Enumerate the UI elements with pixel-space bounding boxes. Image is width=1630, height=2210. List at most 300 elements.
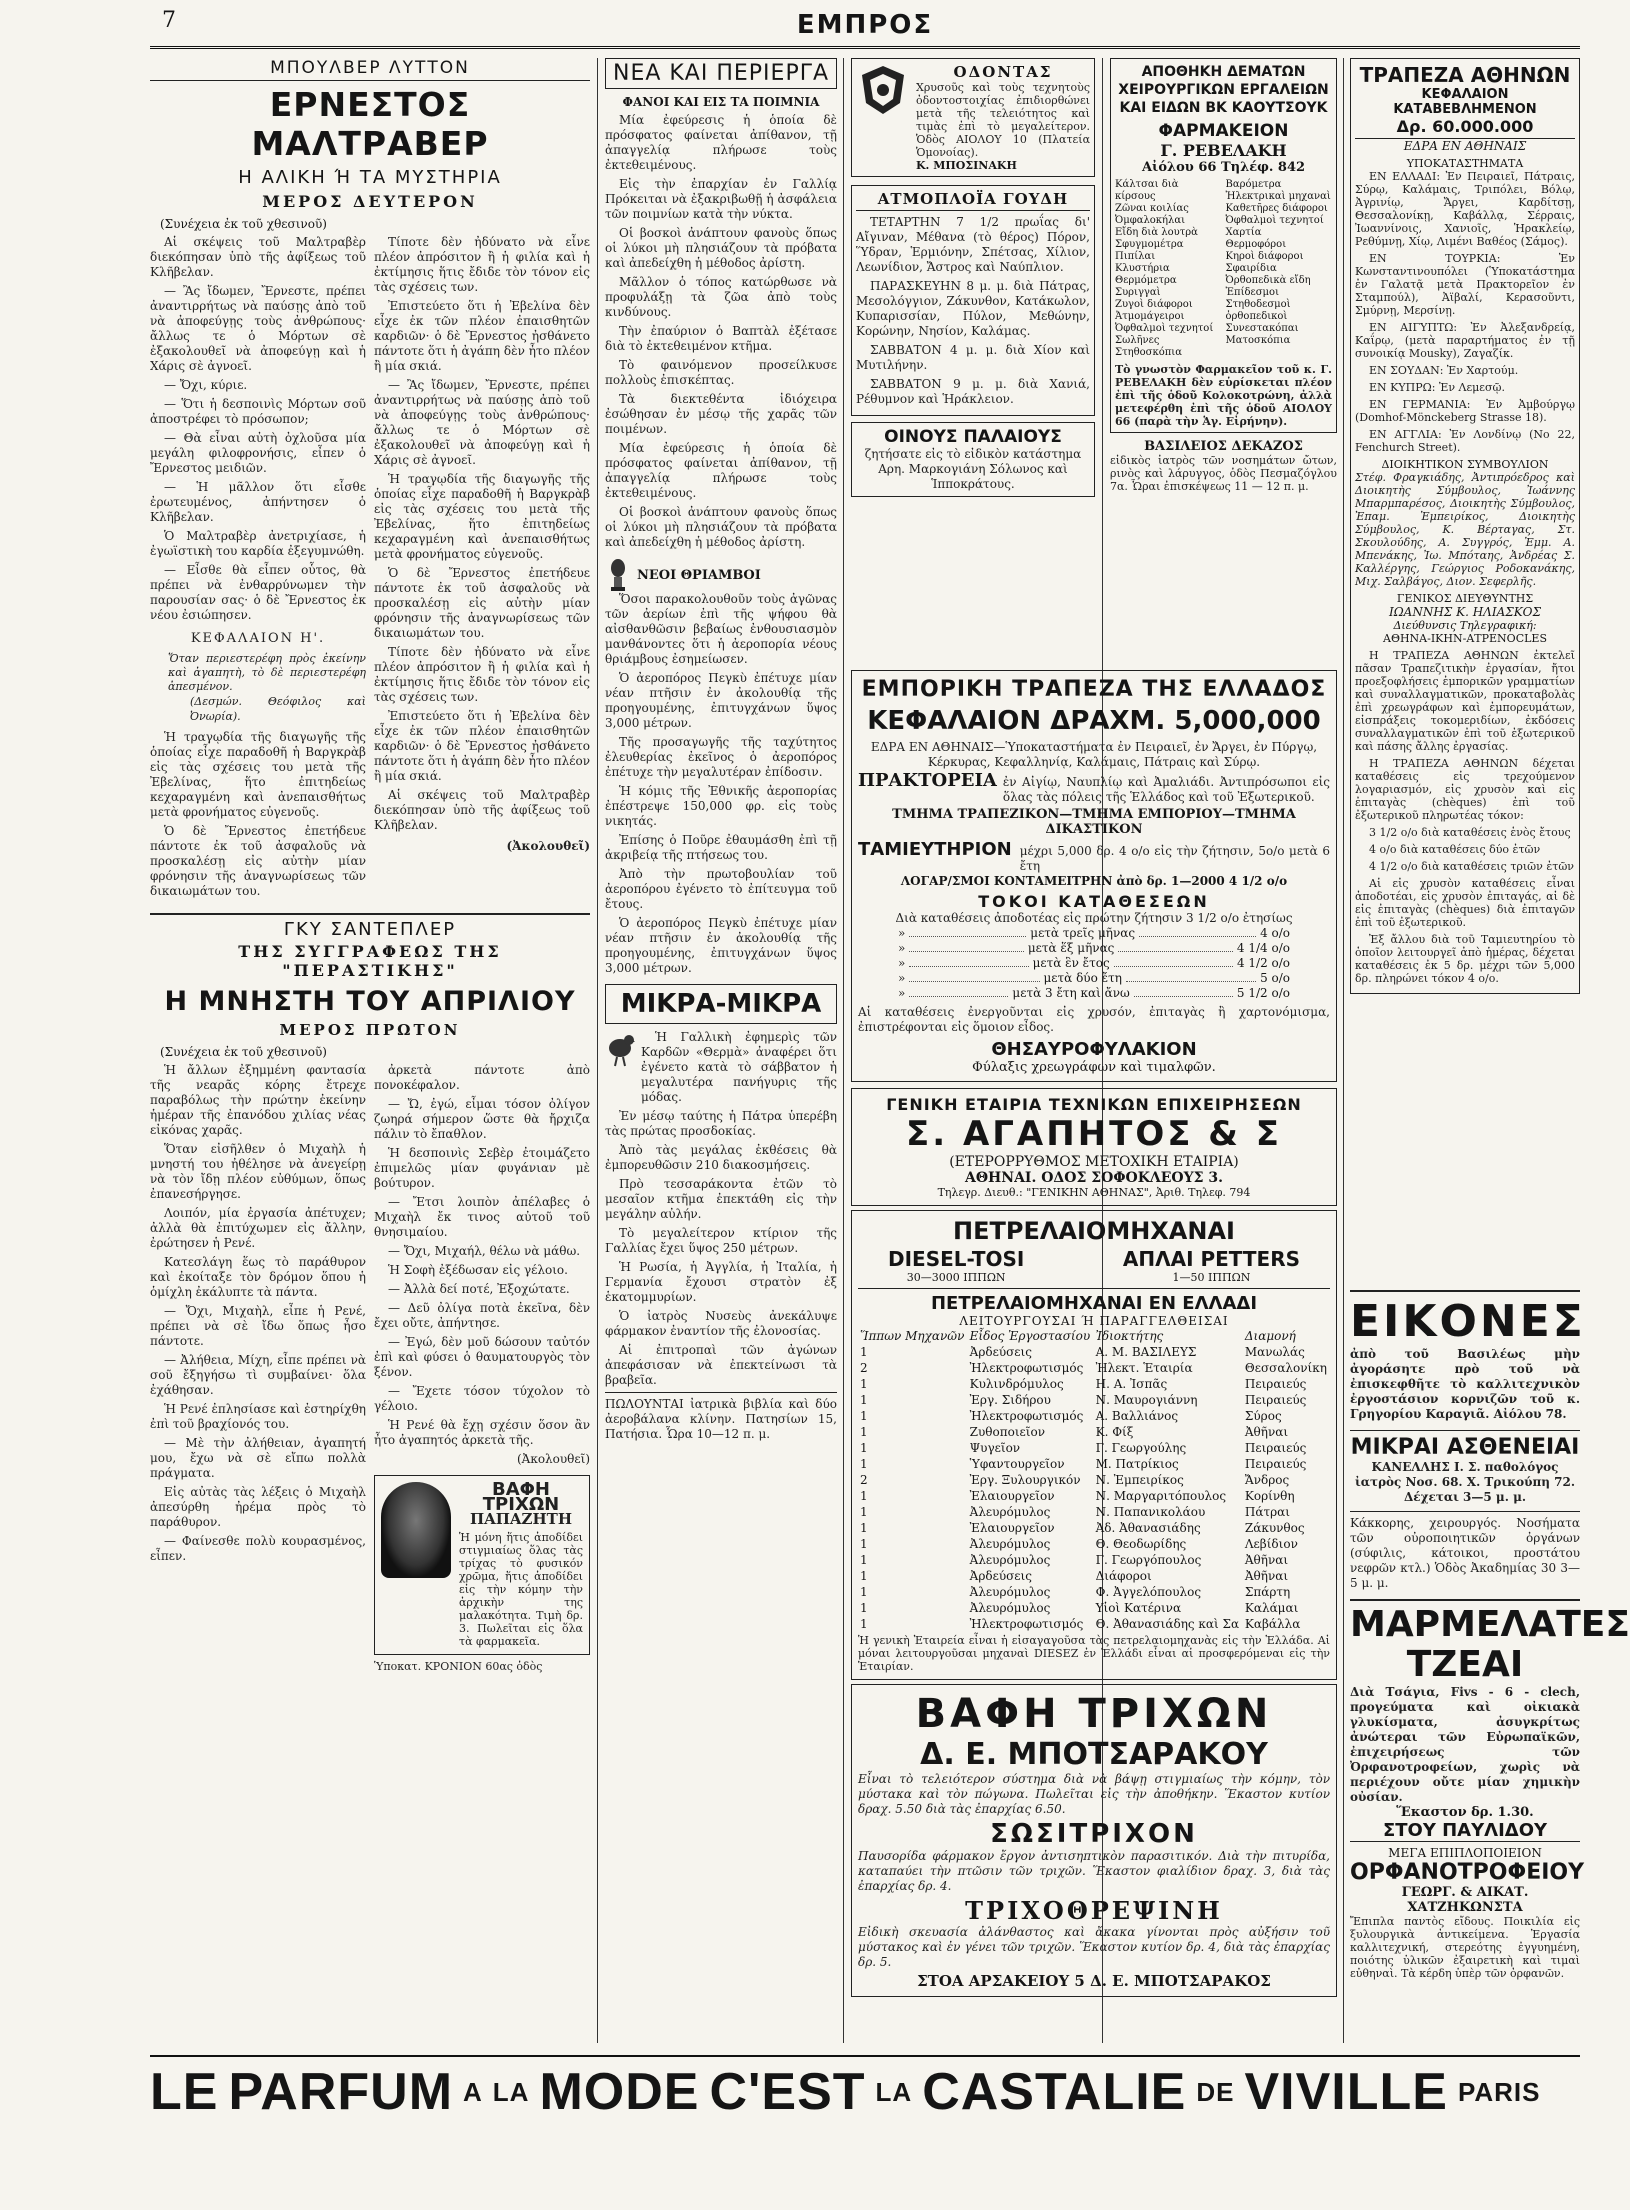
bank-agencies [858, 770, 1330, 805]
paragraph: Ἡ Ρωσία, ἡ Ἀγγλία, ἡ Ἰταλία, ἡ Γερμανία ἔχουσι στρατὸν ἐξ ἑκατομμυρίων. [605, 1260, 837, 1304]
tech-name: Σ. ΑΓΑΠΗΤΟΣ & Σ [905, 1114, 1283, 1154]
paragraph: Αἱ ἐπιτροπαὶ τῶν ἀγώνων ἀπεφάσισαν νὰ ἐπεκτείνωσι τὰ βραβεῖα. [605, 1343, 837, 1387]
athens-bank-capital: Δρ. 60.000.000 [1396, 117, 1534, 136]
bank-savings [858, 839, 1330, 874]
table-cell: Μανωλάς [1244, 1345, 1305, 1359]
item: Θερμοφόροι [1225, 239, 1287, 250]
table-row [858, 1520, 1330, 1536]
table-row [858, 1392, 1330, 1408]
item: Στηθοδεσμοὶ ὀρθοπεδικοὶ [1225, 299, 1291, 322]
serial2-continued: (Συνέχεια ἐκ τοῦ χθεσινοῦ) [160, 1045, 327, 1059]
paragraph: — Ὄχι, Μιχαήλ, θέλω νὰ μάθω. [388, 1244, 581, 1258]
bank-savings-text: μέχρι 5,000 δρ. 4 ο/ο εἰς τὴν ζήτησιν, 5ο/ο μετὰ 6 ἔτη [1019, 844, 1330, 873]
table-cell: Πάτραι [1244, 1505, 1290, 1519]
telegram-label: Διεύθυνσις Τηλεγραφική: [1393, 619, 1537, 632]
paragraph: Οἱ βοσκοὶ ἀνάπτουν φανοὺς ὅπως οἱ λύκοι μὴ πλησιάζουν τὰ πρόβατα καὶ ἀπεδείχθη ἡ μέθοδος ἀρίστη. [605, 226, 837, 270]
item: Ὀρθοπεδικὰ εἴδη [1225, 275, 1311, 286]
serial-signoff: (Ἀκολουθεῖ) [506, 839, 590, 853]
table-cell: 1 [860, 1345, 868, 1359]
small-ads-column [1350, 1290, 1630, 1980]
dentist-name: Κ. ΜΠΟΣΙΝΑΚΗ [916, 159, 1017, 172]
branch-region: ΕΝ ΑΓΓΛΙΑ: Ἐν Λονδίνῳ (No 22, Fenchurch Street). [1355, 428, 1575, 454]
paragraph: — Ἀλλὰ δεί ποτέ, Ἐξοχώτατε. [388, 1282, 570, 1296]
paragraph: Ὁ ἰατρὸς Νυσεὺς ἀνεκάλυψε φάρμακον ἐναντίον τῆς ἐλονοσίας. [605, 1309, 837, 1338]
sositrichon-title: ΣΩΣΙΤΡΙΧΟΝ [990, 1819, 1198, 1849]
serial2-text-right [374, 1063, 590, 1674]
paragraph: Αἱ εἰς χρυσὸν καταθέσεις εἶναι ἀποδοτέαι, εἰς χρυσὸν ἐπιταγάς, αἱ δὲ εἰς ἐπιταγὰς (chèques) διὰ ἐπιταγῶν ἐπὶ τοῦ ἐξωτερικοῦ. [1355, 877, 1575, 929]
serial-author: ΜΠΟΥΛΒΕΡ ΛΥΤΤΟΝ [150, 58, 590, 81]
paragraph: Αἱ σκέψεις τοῦ Μαλτραβὲρ διεκόπησαν ὑπὸ τῆς ἀφίξεως τοῦ Κλῆβελαν. [374, 788, 590, 832]
petters-range: 1—50 ΙΠΠΩΝ [1172, 1271, 1251, 1284]
wine-ad [851, 422, 1095, 497]
orphanage-title: ΟΡΦΑΝΟΤΡΟΦΕΙΟΥ [1350, 1860, 1585, 1885]
banner-word: VIVILLE [1244, 2063, 1448, 2121]
paragraph: Μία ἐφεύρεσις ἡ ὁποία δὲ πρόσφατος φαίνεται ἀπίθανον, τῇ ἀπαγγελίᾳ πλήρωσε τοὺς ἐκτεθειμένους. [605, 113, 837, 172]
paragraph: Ὁ ἀεροπόρος Πεγκὺ ἐπέτυχε μίαν νέαν πτῆσιν ἐν ἀκολουθίᾳ τῆς προηγουμένης, ἐπιτυγχάνων ὕψος 3,000 μέτρων. [605, 916, 837, 975]
schedule-item: ΤΕΤΑΡΤΗΝ 7 1/2 πρωΐας δι' Αἴγιναν, Μέθανα (τὸ θέρος) Πόρον, Ὕδραν, Ἑρμιόνην, Σπέτσας, Χίλιον, Λεωνίδιον, Ἄστρος καὶ Ναύπλιον. [856, 215, 1090, 274]
masthead [150, 6, 1580, 49]
table-cell: Ἀδ. Ἀθανασιάδης [1095, 1521, 1201, 1535]
table-row [858, 1408, 1330, 1424]
doctor2-title: ΜΙΚΡΑΙ ΑΣΘΕΝΕΙΑΙ [1350, 1430, 1580, 1460]
column-rule [1343, 58, 1344, 2043]
item: Στηθοσκόπια [1115, 347, 1182, 358]
tech-company-ad [851, 1088, 1337, 1206]
paragraph: — Εἶσθε θὰ εἶπεν οὗτος, θὰ πρέπει νὰ ἐνθαρρύνωμεν τὴν παρουσίαν σας· ὁ δὲ Ἔρνεστος ἐκ νέου ἐσιώπησεν. [150, 563, 366, 622]
table-row [858, 1456, 1330, 1472]
item: Ἐπίδεσμοι [1225, 287, 1279, 298]
item: Βαρόμετρα [1225, 179, 1282, 190]
small-news-text [641, 1030, 837, 1109]
table-cell: Σύρος [1244, 1409, 1282, 1423]
item: Ἀτμομάγειροι [1115, 311, 1185, 322]
table-row [858, 1440, 1330, 1456]
paragraph: Ὁ δὲ Ἔρνεστος ἐπετήδευε πάντοτε ἐκ τοῦ ἀσφαλοῦς νὰ προσκαλέσῃ εἰς αὐτὴν μίαν φρόνησιν τῆς ἀναγνωρίσεως τῶν δικαιωμάτων του. [374, 566, 590, 640]
trichothrepsini-title: ΤΡΙΧΟΘΡΕΨΙΝΗ [965, 1896, 1223, 1925]
serial2-byline: ΤΗΣ ΣΥΓΓΡΑΦΕΩΣ ΤΗΣ "ΠΕΡΑΣΤΙΚΗΣ" [238, 942, 502, 980]
deposit-rates-table [858, 926, 1330, 1001]
item: Κηροὶ διάφοροι [1225, 251, 1304, 262]
bank-departments: ΤΜΗΜΑ ΤΡΑΠΕΖΙΚΟΝ—ΤΜΗΜΑ ΕΜΠΟΡΙΟΥ—ΤΜΗΜΑ ΔΙΚΑΣΤΙΚΟΝ [892, 807, 1296, 837]
table-cell: 1 [860, 1585, 868, 1599]
item: Κλυστήρια [1115, 263, 1170, 274]
trichothrepsini-text: Εἰδικὴ σκευασία ἀλάνθαστος καὶ ἄκακα γίνονται πρὸς αὐξήσιν τοῦ μύστακος καὶ ἐν γένει τῶν τριχῶν. Ἕκαστον κυτίον δρ. 4, διὰ τὰς ἐπαρχίας δρ. 5. [858, 1925, 1330, 1969]
board-members: Στέφ. Φραγκιάδης, Ἀντιπρόεδρος καὶ Διοικητὴς Σύμβουλος, Ἰωάννης Μπαρμπαρέσος, Διοικητὴς Σύμβουλος, Ἐπαμ. Ἐμπειρίκος, Διοικητὴς Σύμβουλος, Κ. Βέρταγας, Στ. Σκουλούδης, Α. Συγγρός, Ἐμμ. Α. Μπενάκης, Ἰω. Μπόταης, Ἀνδρέας Σ. Καλλέργης, Γεώργιος Ροδοκανάκης, Μιχ. Σαλβάγος, Διον. Σεφερλῆς. [1355, 471, 1575, 588]
table-cell: 1 [860, 1457, 868, 1471]
table-row [858, 1344, 1330, 1360]
jam-price: Ἕκαστον δρ. 1.30. [1396, 1805, 1534, 1820]
hair-dye-ad [374, 1475, 590, 1655]
table-cell: Ν. Μαργαριτόπουλος [1095, 1489, 1227, 1503]
paragraph: Τῆς προσαγωγῆς τῆς ταχύτητος ἐλευθερίας ἐκεῖνος ὁ ἀεροπόρος ἐπέτυχε τὴν μεγαλυτέραν ἐπίδοσιν. [605, 735, 837, 779]
small-news-heading: ΜΙΚΡΑ-ΜΙΚΡΑ [605, 984, 837, 1024]
hair-ad-title: ΒΑΦΗ ΤΡΙΧΩΝ [482, 1479, 560, 1515]
table-cell: 1 [860, 1601, 868, 1615]
table-cell: Ἠλεκτ. Ἑταιρία [1095, 1361, 1193, 1375]
table-cell: 1 [860, 1393, 868, 1407]
table-cell: Ζυθοποιεῖον [969, 1425, 1045, 1439]
table-cell: Α. Βαλλιάνος [1095, 1409, 1179, 1423]
crest-icon [856, 63, 910, 117]
table-header: Ἵππων Μηχανῶν Εἶδος Ἐργοστασίου Ἰδιοκτήτης Διαμονή [860, 1329, 1296, 1343]
branch-region: ΕΝ ΕΛΛΑΔΙ: Ἐν Πειραιεῖ, Πάτραις, Σύρῳ, Καλάμαις, Τριπόλει, Βόλῳ, Ἀγρινίῳ, Ἄργει, Καρδίτσῃ, Θεσσαλονίκῃ, Καβάλλᾳ, Σέρραις, Ἰωαννίνοις, Χανιοῖς, Ἡρακλείῳ, Ρεθύμνῃ, Χίῳ, Λιμένι Βαθέος (Σάμος). [1355, 170, 1575, 248]
table-cell: Διάφοροι [1095, 1569, 1152, 1583]
board-title: ΔΙΟΙΚΗΤΙΚΟΝ ΣΥΜΒΟΥΛΙΟΝ [1381, 458, 1549, 471]
serial-text-right [374, 235, 590, 903]
epigraph: Ὅταν περιεστερέφη πρὸς ἐκείνην καὶ ἀγαπητὴ, τὸ δὲ περιεστερέφη ἀπεσμένον. [168, 652, 366, 693]
serial2-part: ΜΕΡΟΣ ΠΡΩΤΟΝ [279, 1021, 461, 1039]
table-cell: Θ. Θεοδωρίδης [1095, 1537, 1187, 1551]
paragraph: — Ὄχι, Μιχαὴλ, εἶπε ἡ Ρενέ, πρέπει νὰ σὲ ἴδω ὅπως ἦσο πάντοτε. [150, 1304, 366, 1348]
table-cell: Ν. Μαυρογιάννη [1095, 1393, 1198, 1407]
table-cell: Α. Μ. ΒΑΣΙΛΕΥΣ [1095, 1345, 1197, 1359]
paragraph: — Ἂς ἴδωμεν, Ἔρνεστε, πρέπει ἀναντιρρήτως νὰ παύσῃς ἀπὸ τοῦ νὰ ἀποφεύγῃς τοὺς ἀνθρώπους· ἄλλως τε ὁ Μόρτων σὲ ἐξακολουθεῖ νὰ ἀποφεύγῃ καὶ ἡ Χάρις σὲ ἀγνοεῖ. [150, 284, 366, 373]
athens-bank-ad [1350, 58, 1580, 994]
bank-agencies-title: ΠΡΑΚΤΟΡΕΙΑ [858, 770, 997, 791]
doctor-text: εἰδικὸς ἰατρὸς τῶν νοσημάτων ὤτων, ρινὸς καὶ λάρυγγος, ὁδὸς Πεσμαζόγλου 7α. Ὧραι ἐπισκέψεως 11 — 12 π. μ. [1110, 454, 1337, 493]
pharmacy-column [1110, 58, 1337, 493]
perfume-banner [150, 2055, 1580, 2127]
athens-bank-column [1350, 58, 1580, 994]
serial-continued: (Συνέχεια ἐκ τοῦ χθεσινοῦ) [160, 217, 327, 231]
table-cell: Ἐργ. Σιδήρου [969, 1393, 1051, 1407]
table-row [858, 1488, 1330, 1504]
dye-name: Δ. Ε. ΜΠΟΤΣΑΡΑΚΟΥ [920, 1737, 1268, 1772]
newspaper-title: ΕΜΠΡΟΣ [796, 10, 934, 40]
small-news [605, 1030, 837, 1109]
diesel-label: DIESEL-TOSI [888, 1247, 1025, 1271]
shipping-schedule [856, 215, 1090, 407]
oil-engine-types [858, 1247, 1330, 1284]
serial2-text-left [150, 1063, 366, 1674]
hair-ad-name: ΠΑΠΑΖΗΤΗ [469, 1510, 573, 1528]
table-row [858, 1536, 1330, 1552]
branch-region: ΕΝ ΑΙΓΥΠΤΩ: Ἐν Ἀλεξανδρείᾳ, Καΐρῳ, (μετὰ παραρτήματος ἐν τῇ συνοικίᾳ Mousky), Ζαγαζίκ. [1355, 321, 1575, 360]
athens-bank-branches [1355, 170, 1575, 454]
paragraph: — Ἔτσι λοιπὸν ἀπέλαβες ὁ Μιχαὴλ ἔκ τινος αὐτοῦ τοῦ θνησιμαίου. [374, 1195, 590, 1239]
serial-column [150, 58, 590, 1674]
athens-bank-title: ΤΡΑΠΕΖΑ ΑΘΗΝΩΝ [1359, 63, 1571, 87]
table-cell: 1 [860, 1553, 868, 1567]
item: Σφαιρίδια [1225, 263, 1277, 274]
table-row [858, 1552, 1330, 1568]
banner-word: PARFUM [228, 2063, 454, 2121]
diesel-range: 30—3000 ΙΠΠΩΝ [906, 1271, 1006, 1284]
oil-engines-ad [851, 1210, 1337, 1680]
table-cell: Φ. Ἀγγελόπουλος [1095, 1585, 1202, 1599]
fresh-triumphs-title: ΝΕΟΙ ΘΡΙΑΜΒΟΙ [637, 567, 761, 583]
branch-region: ΕΝ ΤΟΥΡΚΙΑ: Ἐν Κωνσταντινουπόλει (Ὑποκατάστημα ἐν Γαλατᾷ μετὰ Πρακτορεῖον ἐν Σταμπούλ), Ἀϊβαλί, Κερασοῦντι, Σμύρνῃ, Μερσίνῃ. [1355, 252, 1575, 317]
table-cell: Καλάμαι [1244, 1601, 1299, 1615]
table-cell: Ψυγεῖον [969, 1441, 1021, 1455]
bank-branches: ΕΔΡΑ ΕΝ ΑΘΗΝΑΙΣ—Ὑποκαταστήματα ἐν Πειραιεῖ, ἐν Ἄργει, ἐν Πύργῳ, Κέρκυρας, Κεφαλληνίᾳ, Καλάμαις, Πάτραις καὶ Σύρῳ. [870, 740, 1318, 769]
rate-line: 4 1/2 ο/ο διὰ καταθέσεις τριῶν ἐτῶν [1369, 860, 1574, 873]
athens-bank-seat: ΕΔΡΑ ΕΝ ΑΘΗΝΑΙΣ [1355, 138, 1575, 153]
paragraph: Ἐξ ἄλλου διὰ τοῦ Ταμιευτηρίου τὸ ὁποῖον λειτουργεῖ ἀπὸ ἡμέρας, δέχεται καταθέσεις ἐκ 5 δρ. μέχρι τῶν 5,000 δρ. πληρώνει τόκον 4 ο/ο. [1355, 933, 1575, 985]
table-cell: 1 [860, 1537, 868, 1551]
branch-region: ΕΝ ΚΥΠΡΩ: Ἐν Λεμεσῷ. [1369, 381, 1505, 394]
table-cell: Γ. Γεωργόπουλος [1095, 1553, 1202, 1567]
paragraph: Τίποτε δὲν ἠδύνατο νὰ εἶνε πλέον ἀπρόσιτον ἢ ἡ φιλία καὶ ἡ ἐκτίμησις ἥτις ἔδιδε τὸν τόνον εἰς τὰς σχέσεις των. [374, 235, 590, 294]
table-row [858, 1568, 1330, 1584]
bank-accounts: ΛΟΓΑΡ/ΣΜΟΙ ΚΟΝΤΑΜΕΙΤΡΗΝ ἀπὸ δρ. 1—2000 4 1/2 ο/ο [900, 874, 1288, 888]
table-row [858, 1424, 1330, 1440]
serial-2 [150, 913, 590, 1674]
paragraph: Μία ἐφεύρεσις ἡ ὁποία δὲ πρόσφατος φαίνεται ἀπίθανον, τῇ ἀπαγγελίᾳ πλήρωσε τοὺς ἐκτεθειμένους. [605, 441, 837, 500]
table-cell: Κ. Φίξ [1095, 1425, 1134, 1439]
table-row [858, 1504, 1330, 1520]
wine-title: ΟΙΝΟΥΣ ΠΑΛΑΙΟΥΣ [884, 427, 1062, 447]
table-cell: Ἀρδεύσεις [969, 1569, 1032, 1583]
table-row [858, 1584, 1330, 1600]
item: Θερμόμετρα [1115, 275, 1177, 286]
paragraph: Οἱ βοσκοὶ ἀνάπτουν φανοὺς ὅπως οἱ λύκοι μὴ πλησιάζουν τὰ πρόβατα καὶ ἀπεδείχθη ἡ μέθοδος ἀρίστη. [605, 505, 837, 549]
paragraph: — Ἐγώ, δὲν μοῦ δώσουν ταὐτόν ἐπὶ καὶ φύσει ὁ θαυματουργὸς τὸν ξένον. [374, 1335, 590, 1379]
paragraph: Ἡ Ρενέ ἐπλησίασε καὶ ἐστηρίχθη ἐπὶ τοῦ βραχίονός του. [150, 1402, 366, 1431]
banner-word: PARIS [1457, 2076, 1541, 2107]
director-title: ΓΕΝΙΚΟΣ ΔΙΕΥΘΥΝΤΗΣ [1396, 592, 1534, 605]
woman-portrait-icon [381, 1482, 451, 1578]
ads-column-left [851, 58, 1095, 497]
table-cell: 1 [860, 1569, 868, 1583]
paragraph: Ἡ τραγῳδία τῆς διαγωγῆς τῆς ὁποίας εἶχε παραδοθῆ ἡ Βαργκρὰβ εἰς τὰς σχέσεις του μετὰ τῆς Ἐβελίνας, ἥτο ἐπιτηδείως κεχαραγμένη καὶ ἀνεπαισθήτως μετὰ φρονήματος εὐγενοῦς. [374, 472, 590, 561]
table-row [858, 1360, 1330, 1376]
dye-footer: ΣΤΟΑ ΑΡΣΑΚΕΙΟΥ 5 Δ. Ε. ΜΠΟΤΣΑΡΑΚΟΣ [917, 1972, 1271, 1990]
table-cell: 1 [860, 1441, 868, 1455]
item: Ὀφθαλμοὶ τεχνητοί [1225, 215, 1324, 226]
small-classified: ΠΩΛΟΥΝΤΑΙ ἰατρικὰ βιβλία καὶ δύο ἀεροβάλανα κλίνην. Πατησίων 15, Πατήσια. Ὧρα 10—12 π. μ. [605, 1392, 837, 1442]
table-cell: 1 [860, 1409, 868, 1423]
table-cell: Θ. Ἀθανασιάδης καὶ Σα [1095, 1617, 1240, 1631]
paragraph: Ὅσοι παρακολουθοῦν τοὺς ἀγῶνας τῶν ἀερίων ἐπὶ τῆς ψήφου θὰ αἰσθανθῶσιν βεβαίως ἐνθουσιασμὸν μανθάνοντες ὅτι ἡ ἀεροπορία νέους θριάμβους ἐσημείωσεν. [605, 592, 837, 666]
petters-label: ΑΠΛΑΙ PETTERS [1122, 1247, 1300, 1271]
banner-word: LE [150, 2063, 219, 2121]
table-cell: Ἀλευρόμυλος [969, 1505, 1051, 1519]
item: Καθετῆρες διάφοροι [1225, 203, 1328, 214]
table-cell: 1 [860, 1425, 868, 1439]
athens-bank-capital-label: ΚΕΦΑΛΑΙΟΝ ΚΑΤΑΒΕΒΛΗΜΕΝΟΝ [1393, 87, 1537, 117]
oil-engines-greece-title: ΠΕΤΡΕΛΑΙΟΜΗΧΑΝΑΙ ΕΝ ΕΛΛΑΔΙ [858, 1288, 1330, 1314]
paragraph: Ἀπὸ τὴν πρωτοβουλίαν τοῦ ἀεροπόρου ἐγένετο τὸ ἐπίτευγμα τοῦ ἔτους. [605, 867, 837, 911]
fresh-triumphs-text [605, 592, 837, 976]
jam-store: ΣΤΟΥ ΠΑΥΛΙΔΟΥ [1350, 1820, 1580, 1842]
paragraph: Τίποτε δὲν ἠδύνατο νὰ εἶνε πλέον ἀπρόσιτον ἢ ἡ φιλία καὶ ἡ ἐκτίμησις ἥτις ἔδιδε τὸν τόνον εἰς τὰς σχέσεις των. [374, 645, 590, 704]
paragraph: ἀρκετὰ πάντοτε ἀπὸ πονοκέφαλον. [374, 1063, 590, 1092]
news-text [605, 113, 837, 550]
deposit-rates-note: Αἱ καταθέσεις ἐνεργοῦνται εἰς χρυσόν, ἐπιταγὰς ἢ χαρτονόμισμα, ἐπιστρέφονται εἰς ὅμοιον εἶδος. [858, 1005, 1330, 1034]
paragraph: Ἡ δεσποινὶς Σεβὲρ ἐτοιμάζετο ἐπιμελῶς μίαν φυγάνιαν μὲ βούτυρον. [374, 1146, 590, 1190]
paragraph: Τὸ μεγαλείτερον κτίριον τῆς Γαλλίας ἔχει ὕψος 250 μέτρων. [605, 1226, 837, 1255]
serial-part: ΜΕΡΟΣ ΔΕΥΤΕΡΟΝ [262, 192, 478, 211]
jam-title: ΜΑΡΜΕΛΑΤΕΣ ΤΖΕΑΙ [1350, 1599, 1580, 1685]
deposit-rates-intro: Διὰ καταθέσεις ἀποδοτέας εἰς πρώτην ζήτησιν 3 1/2 ο/ο ἐτησίως [895, 911, 1293, 925]
table-cell: Η. Α. Ἰσπᾶς [1095, 1377, 1168, 1391]
paragraph: Ἐπιστεύετο ὅτι ἡ Ἐβελίνα δὲν εἶχε ἐκ τῶν πλέον ἐπαισθητῶν καρδιῶν· ὁ δὲ Ἔρνεστος ἠσθάνετο πάντοτε ὅτι ἡ ἀγάπη δὲν ἦτο πλέον ἢ μία σκιά. [374, 709, 590, 783]
news-subhead: ΦΑΝΟΙ ΚΑΙ ΕΙΣ ΤΑ ΠΟΙΜΝΙΑ [622, 95, 820, 109]
table-cell: 1 [860, 1617, 868, 1631]
paragraph: Ἐπίσης ὁ Ποῦρε ἐθαυμάσθη ἐπὶ τῇ ἀκριβείᾳ τῆς πτήσεως του. [605, 833, 837, 862]
paragraph: Λοιπόν, μία ἐργασία ἀπέτυχεν; ἀλλὰ θὰ ἐπιτύχωμεν εἰς ἄλλην, ἐρώτησεν ἡ Ρενέ. [150, 1206, 366, 1250]
branch-region: ΕΝ ΓΕΡΜΑΝΙΑ: Ἐν Ἀμβούργῳ (Domhof-Mönckeberg Strasse 18). [1355, 398, 1575, 424]
dentist-text: Χρυσοῦς καὶ τοὺς τεχνητοὺς ὀδοντοστοιχίας ἐπιδιορθώνει μετὰ τῆς τελειότητος καὶ τιμὰς ἐπὶ τὸ μεγαλείτερον. Ὁδὸς ΑΙΟΛΟΥ 10 (Πλατεία Ὁμονοίας). [916, 81, 1090, 159]
table-cell: Ἄνδρος [1244, 1473, 1290, 1487]
item: Σωλῆνες [1115, 335, 1160, 346]
director-name: ΙΩΑΝΝΗΣ Κ. ΗΛΙΑΣΚΟΣ [1388, 605, 1542, 619]
table-row [858, 1600, 1330, 1616]
table-cell: Θεσσαλονίκη [1244, 1361, 1327, 1375]
paragraph: Αἱ σκέψεις τοῦ Μαλτραβὲρ διεκόπησαν ὑπὸ τῆς ἀφίξεως τοῦ Κλῆβελαν. [150, 235, 366, 279]
pharmacy-ad [1110, 58, 1337, 433]
pharmacy-label: ΦΑΡΜΑΚΕΙΟΝ [1158, 121, 1289, 141]
item: Πιπίλαι [1115, 251, 1156, 262]
commercial-bank-capital: ΚΕΦΑΛΑΙΟΝ ΔΡΑΧΜ. 5,000,000 [867, 706, 1321, 736]
table-cell: Ἀλευρόμυλος [969, 1585, 1051, 1599]
dye-title: ΒΑΦΗ ΤΡΙΧΩΝ [915, 1691, 1273, 1737]
paragraph: Ἡ Γαλλικὴ ἐφημερὶς τῶν Καρδῶν «Θερμὰ» ἀναφέρει ὅτι ἐγένετο κατὰ τὸ σάββατον ἡ μεγαλυτέρα πανήγυρις τῆς μόδας. [641, 1030, 837, 1104]
tech-title: ΓΕΝΙΚΗ ΕΤΑΙΡΙΑ ΤΕΧΝΙΚΩΝ ΕΠΙΧΕΙΡΗΣΕΩΝ [886, 1095, 1302, 1114]
pharmacy-depot-title: ΑΠΟΘΗΚΗ ΔΕΜΑΤΩΝ ΧΕΙΡΟΥΡΓΙΚΩΝ ΕΡΓΑΛΕΙΩΝ ΚΑΙ ΕΙΔΩΝ ΒΚ ΚΑΟΥΤΣΟΥΚ [1118, 64, 1329, 116]
paragraph: — Ὤ, ἐγώ, εἶμαι τόσον ὀλίγον ζωηρά σήμερον ὥστε θὰ ἤρχιζα πάλιν τὸ ἔπαθλον. [374, 1097, 590, 1141]
table-row [858, 1472, 1330, 1488]
news-column [605, 58, 837, 1442]
banner-word: C'EST [709, 2063, 866, 2121]
table-cell: Ν. Παπανικολάου [1095, 1505, 1206, 1519]
paragraph: Μᾶλλον ὁ τόπος κατώρθωσε νὰ προφυλάξῃ τὰ ζῶα ἀπὸ τοὺς κινδύνους. [605, 275, 837, 319]
branch-region: ΕΝ ΣΟΥΔΑΝ: Ἐν Χαρτούμ. [1369, 364, 1519, 377]
serial-body [150, 235, 590, 903]
banner-word: A [463, 2076, 483, 2107]
table-cell: Κυλινδρόμυλος [969, 1377, 1064, 1391]
paragraph: Η ΤΡΑΠΕΖΑ ΑΘΗΝΩΝ δέχεται καταθέσεις εἰς τρεχούμενον λογαριασμόν, εἰς χρυσὸν καὶ εἰς ἐπιταγὰς (chèques) ἐπὶ τοῦ ἐξωτερικοῦ πληρωτέας τόκον: [1355, 757, 1575, 822]
orphanage-text: Ἔπιπλα παντὸς εἴδους. Ποικιλία εἰς ξυλουργικὰ ἀντικείμενα. Ἐργασία καλλιτεχνική, στερεότης ἐγγυημένη, ποιότης ὑλικῶν ἐξαιρετικὴ καὶ τιμαὶ εὐθηναὶ. Τὰ κέρδη ὑπὲρ τῶν ὀρφανῶν. [1350, 1915, 1580, 1980]
table-cell: Ν. Ἐμπειρίκος [1095, 1473, 1184, 1487]
rate-row: » μετὰ 3 ἔτη καὶ ἄνω 5 1/2 ο/ο [898, 986, 1290, 1000]
athens-bank-body [1355, 649, 1575, 985]
rate-line: 3 1/2 ο/ο διὰ καταθέσεις ἑνὸς ἔτους [1369, 826, 1571, 839]
table-cell: Πειραιεύς [1244, 1457, 1307, 1471]
serial-text-left [150, 235, 366, 903]
doctor-name: ΒΑΣΙΛΕΙΟΣ ΔΕΚΑΖΟΣ [1144, 439, 1303, 454]
table-cell: Πειραιεύς [1244, 1441, 1307, 1455]
item: Ἠλεκτρικαὶ μηχαναὶ [1225, 191, 1331, 202]
fresh-triumphs-header [605, 558, 837, 592]
commercial-bank-ad [851, 670, 1337, 1082]
rate-row: » μετὰ ἕξ μῆνας 4 1/4 ο/ο [898, 941, 1290, 955]
pharmacy-owner: Γ. ΡΕΒΕΛΑΚΗ [1160, 141, 1287, 160]
item: Συνεστακόπαι [1225, 323, 1299, 334]
shipping-ad [851, 185, 1095, 416]
table-cell: Ζάκυνθος [1244, 1521, 1305, 1535]
table-cell: Ἐλαιουργεῖον [969, 1489, 1055, 1503]
eikones-text: ἀπὸ τοῦ Βασιλέως μὴν ἀγοράσητε πρὸ τοῦ νὰ ἐπισκεφθῆτε τὸ καλλιτεχνικὸν ἐργοστάσιον κορνιζῶν τοῦ κ. Γρηγορίου Καραγιᾶ. Αἰόλου 78. [1350, 1347, 1580, 1421]
item: Ματοσκόπια [1225, 335, 1291, 346]
serial2-body [150, 1063, 590, 1674]
table-row [858, 1376, 1330, 1392]
epigraph-source: (Δεσμών. Θεόφιλος καὶ Ὀνωρία). [190, 695, 366, 723]
paragraph: — Δεῦ ὀλίγα ποτὰ ἐκεῖνα, δὲν ἔχει οὔτε, ἀπήντησε. [374, 1301, 590, 1330]
table-cell: Ἀλευρόμυλος [969, 1537, 1051, 1551]
hair-ad-address: Ὑποκατ. ΚΡΟΝΙΟΝ 60ας ὁδὸς [374, 1660, 543, 1673]
safe-title: ΘΗΣΑΥΡΟΦΥΛΑΚΙΟΝ [991, 1039, 1197, 1060]
paragraph: Εἰς τὴν ἐπαρχίαν ἐν Γαλλίᾳ Πρόκειται νὰ ἐξακριβωθῇ ἡ ἀσφάλεια τῶν ποιμνίων κατὰ τὴν νύκτα. [605, 177, 837, 221]
paragraph: Κατεσλάγη ἕως τὸ παράθυρον καὶ ἐκοίταξε τὸν δρόμον ὅπου ἡ ὁμίχλη ἐκάλυπτε τὰ πάντα. [150, 1255, 366, 1299]
paragraph: — Ἂς ἴδωμεν, Ἔρνεστε, πρέπει ἀναντιρρήτως νὰ παύσῃς ἀπὸ τοῦ νὰ ἀποφεύγῃς τοὺς ἀνθρώπους· ἄλλως τε ὁ Μόρτων σὲ ἐξακολουθεῖ νὰ ἀποφεύγῃ καὶ ἡ Χάρις σὲ ἀγνοεῖ. [374, 378, 590, 467]
item: Ὀμφαλοκήλαι [1115, 215, 1186, 226]
rate-row: » μετὰ ἓν ἔτος 4 1/2 ο/ο [898, 956, 1291, 970]
item: Ζυγοὶ διάφοροι [1115, 299, 1193, 310]
deposit-rates-title: ΤΟΚΟΙ ΚΑΤΑΘΕΣΕΩΝ [978, 892, 1210, 911]
table-cell: Ἐργ. Ξυλουργικόν [969, 1473, 1081, 1487]
dye-text: Εἶναι τὸ τελειότερον σύστημα διὰ νὰ βάψῃ στιγμιαίως τὴν κόμην, τὸν μύστακα καὶ τὸν πώγωνα. Πωλεῖται εἰς τὴν ἀποθήκην. Ἕκαστον κυτίον δραχ. 5.50 διὰ τὰς ἐπαρχίας 6.50. [858, 1772, 1330, 1816]
dentist-title: ΟΔΟΝΤΑΣ [953, 63, 1053, 81]
serial2-signoff: (Ἀκολουθεῖ) [516, 1452, 590, 1466]
paragraph: Τὴν ἐπαύριον ὁ Βαπτὰλ ἐξέτασε διὰ τὸ ἐκτεθειμένον κτῆμα. [605, 324, 837, 353]
rate-line: 4 ο/ο διὰ καταθέσεις δύο ἐτῶν [1369, 843, 1541, 856]
table-cell: Καβάλλα [1244, 1617, 1301, 1631]
table-cell: Ἀρδεύσεις [969, 1345, 1032, 1359]
table-cell: Ὑφαντουργεῖον [969, 1457, 1065, 1471]
oil-engines-greece-sub: ΛΕΙΤΟΥΡΓΟΥΣΑΙ Ή ΠΑΡΑΓΓΕΛΘΕΙΣΑΙ [959, 1314, 1229, 1328]
table-cell: Υἱοὶ Κατέρινα [1095, 1601, 1182, 1615]
serial-title: ΕΡΝΕΣΤΟΣ ΜΑΛΤΡΑΒΕΡ [251, 85, 489, 163]
paragraph: — Ἡ μᾶλλον ὅτι εἶσθε ἐρωτευμένος, ἀπήντησεν ὁ Κλῆβελαν. [150, 480, 366, 524]
bank-savings-title: ΤΑΜΙΕΥΤΗΡΙΟΝ [858, 839, 1012, 860]
paragraph: — Φαίνεσθε πολὺ κουρασμένος, εἶπεν. [150, 1534, 366, 1563]
banner-word: MODE [539, 2063, 700, 2121]
table-cell: Πειραιεύς [1244, 1377, 1307, 1391]
banner-word: LA [875, 2076, 913, 2107]
table-cell: Ἐλαιουργεῖον [969, 1521, 1055, 1535]
chapter-heading: ΚΕΦΑΛΑΙΟΝ Η'. [190, 631, 326, 646]
table-cell: Ἀλευρόμυλος [969, 1553, 1051, 1567]
pharmacy-items-right [1226, 179, 1333, 359]
rate-row: » μετὰ δύο ἔτη 5 ο/ο [898, 971, 1291, 985]
paragraph: — Μὲ τὴν ἀλήθειαν, ἀγαπητή μου, ἔχω νὰ σὲ εἴπω πολλὰ πράγματα. [150, 1436, 366, 1480]
page-number: 7 [162, 8, 176, 33]
banner-word: LA [492, 2076, 530, 2107]
table-cell: Ἠλεκτροφωτισμός [969, 1617, 1084, 1631]
column-rule [843, 58, 844, 2043]
table-cell: 1 [860, 1505, 868, 1519]
jam-text: Διὰ Τσάγια, Fivs - 6 - clech, προγεύματα καὶ οἰκιακὰ γλυκίσματα, ἀσυγκρίτως ἀνώτεραι τῶν Εὐρωπαϊκῶν, ἐπιχειρήσεως τῶν Ὀρφανοτροφείων, χωρὶς νὰ περιέχουν οὔτε μίαν χημικὴν οὐσίαν. [1350, 1685, 1580, 1804]
table-cell: 1 [860, 1521, 868, 1535]
paragraph: — Ἀλήθεια, Μίχη, εἶπε πρέπει νὰ σοῦ ἔξηγήσω τὶ συμβαίνει· ὅλα ἐχάθησαν. [150, 1353, 366, 1397]
paragraph: Ὁ Μαλτραβὲρ ἀνετριχίασε, ἡ ἐγωϊστικὴ του καρδία ἐξεγυμνώθη. [150, 529, 366, 558]
paragraph: Εἰς αὐτὰς τὰς λέξεις ὁ Μιχαὴλ ἀπεσύρθη ἠρέμα πρὸς τὸ παράθυρον. [150, 1485, 366, 1529]
item: Συριγγαὶ [1115, 287, 1161, 298]
paragraph: Ὅταν εἰσῆλθεν ὁ Μιχαὴλ ἡ μνηστή του ἠθέλησε νὰ ἀνεγείρῃ νὰ τὸν ἴδῃ πλέον εὐθύμων, ὅπως ἐπανεσήργησε. [150, 1142, 366, 1201]
oil-engines-note: Ἡ γενικὴ Ἑταιρεία εἶναι ἡ εἰσαγαγοῦσα τὰς πετρελαιομηχανὰς εἰς τὴν Ἑλλάδα. Αἱ μόναι λειτουργοῦσαι μηχαναὶ DIESEZ ἐν Ἑλλάδι εἶναι αἱ προσφερόμεναι εἰς τὴν Ἑταιρίαν. [858, 1634, 1330, 1673]
table-cell: 1 [860, 1489, 868, 1503]
athens-bank-branches-title: ΥΠΟΚΑΤΑΣΤΗΜΑΤΑ [1406, 157, 1524, 170]
item: Χαρτία [1225, 227, 1262, 238]
paragraph: — Ἔχετε τόσον τύχολον τὸ γέλοιο. [374, 1384, 590, 1413]
rate-row: » μετὰ τρεῖς μῆνας 4 ο/ο [898, 926, 1291, 940]
paragraph: Ὁ ἀεροπόρος Πεγκὺ ἐπέτυχε μίαν νέαν πτῆσιν ἐν ἀκολουθίᾳ τῆς προηγουμένης, ἐπιτυγχάνων ὕψος 3,000 μέτρων. [605, 671, 837, 730]
paragraph: — Θὰ εἶναι αὐτὴ ὀχλοῦσα μία μεγάλη φιλοφρονήσις, εἶπεν ὁ Ἔρνεστος μειδιῶν. [150, 431, 366, 475]
table-cell: Πειραιεύς [1244, 1393, 1307, 1407]
oil-engines-title: ΠΕΤΡΕΛΑΙΟΜΗΧΑΝΑΙ [953, 1217, 1235, 1245]
urologist-text: Κάκκορης, χειρουργός. Νοσήματα τῶν οὐροποιητικῶν ὀργάνων (σύφιλις, κάτοικοι, προστάτου νεφρῶν κτλ.) Ὁδὸς Ἀκαδημίας 30 3—5 μ. μ. [1350, 1511, 1580, 1591]
doctor-ad [1110, 439, 1337, 493]
tech-sub: (ΕΤΕΡΟΡΡΥΘΜΟΣ ΜΕΤΟΧΙΚΗ ΕΤΑΙΡΙΑ) [949, 1154, 1239, 1170]
paragraph: — Ὅτι ἡ δεσποινὶς Μόρτων σοῦ ἀποστρέφει τὸ πρόσωπον; [150, 397, 366, 426]
bank-agencies-text: ἐν Αἰγίῳ, Ναυπλίῳ καὶ Ἀμαλιάδι. Ἀντιπρόσωποι εἰς ὅλας τὰς πόλεις τῆς Ἑλλάδος καὶ τοῦ Ἐξωτερικοῦ. [1002, 775, 1330, 804]
hair-ad-text: Ἡ μόνη ἥτις ἀποδίδει στιγμιαίως ὅλας τὰς τρίχας τὸ φυσικόν χρῶμα, ἥτις ἀποδίδει εἰς τὴν κόμην τὴν ἀρχικὴν της μαλακότητα. Τιμὴ δρ. 3. Πωλεῖται εἰς ὅλα τὰ φαρμακεῖα. [459, 1531, 583, 1648]
table-cell: Μ. Πατρίκιος [1095, 1457, 1179, 1471]
small-news-more [605, 1109, 837, 1388]
banner-word: CASTALIE [922, 2063, 1187, 2121]
